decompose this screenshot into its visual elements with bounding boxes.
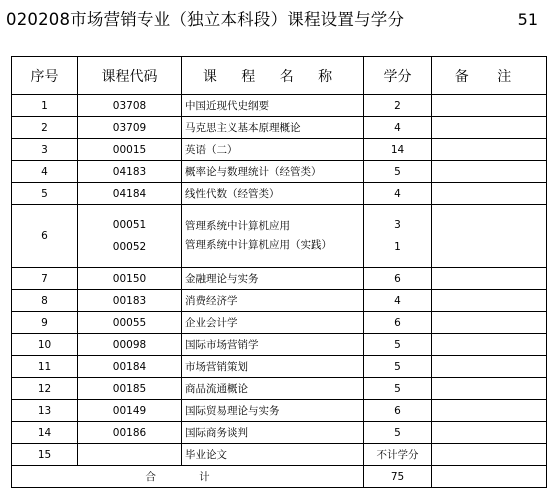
row-no: 13 (12, 400, 78, 422)
row-no: 1 (12, 95, 78, 117)
row-code: 03708 (78, 95, 182, 117)
table-row (12, 312, 547, 334)
row-notes (432, 183, 547, 205)
row-notes (432, 139, 547, 161)
row-no: 10 (12, 334, 78, 356)
row-code: 03709 (78, 117, 182, 139)
row-name: 市场营销策划 (182, 356, 364, 378)
table-row (12, 444, 547, 466)
table-row (12, 139, 547, 161)
row-code: 00183 (78, 290, 182, 312)
row-name: 毕业论文 (182, 444, 364, 466)
row-no: 4 (12, 161, 78, 183)
header-no: 序号 (12, 57, 78, 95)
row-notes (432, 95, 547, 117)
row-name: 国际市场营销学 (182, 334, 364, 356)
row-code (78, 205, 182, 268)
row-credits: 6 (364, 312, 432, 334)
row-notes (432, 161, 547, 183)
row-code-b: 00052 (112, 241, 147, 253)
table-row (12, 95, 547, 117)
page-number: 51 (517, 10, 538, 29)
table-row (12, 183, 547, 205)
row-name: 企业会计学 (182, 312, 364, 334)
row-notes (432, 356, 547, 378)
total-credits: 75 (364, 466, 432, 488)
row-credits (364, 205, 432, 268)
row-notes (432, 378, 547, 400)
row-code-a: 00051 (112, 219, 147, 231)
row-name: 商品流通概论 (182, 378, 364, 400)
row-no: 2 (12, 117, 78, 139)
row-notes (432, 268, 547, 290)
total-notes (432, 466, 547, 488)
table-row (12, 356, 547, 378)
row-name: 金融理论与实务 (182, 268, 364, 290)
row-code: 04184 (78, 183, 182, 205)
row-code: 00149 (78, 400, 182, 422)
row-credits-b: 1 (394, 241, 401, 253)
row-credits: 14 (364, 139, 432, 161)
row-name (182, 205, 364, 268)
table-row (12, 334, 547, 356)
row-notes (432, 205, 547, 268)
row-no: 14 (12, 422, 78, 444)
row-credits: 4 (364, 117, 432, 139)
row-credits: 5 (364, 334, 432, 356)
row-no: 15 (12, 444, 78, 466)
page-header (6, 8, 554, 32)
row-credits: 5 (364, 161, 432, 183)
row-no: 6 (12, 205, 78, 268)
row-credits: 6 (364, 268, 432, 290)
row-credits: 5 (364, 378, 432, 400)
row-name: 消费经济学 (182, 290, 364, 312)
row-code: 00150 (78, 268, 182, 290)
row-notes (432, 290, 547, 312)
table-row (12, 290, 547, 312)
row-no: 9 (12, 312, 78, 334)
row-notes (432, 117, 547, 139)
row-code: 00055 (78, 312, 182, 334)
header-code: 课程代码 (78, 57, 182, 95)
course-table (11, 56, 547, 488)
row-name-a: 管理系统中计算机应用 (185, 220, 290, 232)
table-row (12, 378, 547, 400)
row-no: 3 (12, 139, 78, 161)
header-name: 课 程 名 称 (182, 57, 364, 95)
table-row (12, 268, 547, 290)
table-row (12, 161, 547, 183)
row-name: 国际商务谈判 (182, 422, 364, 444)
row-no: 5 (12, 183, 78, 205)
total-label: 合 计 (12, 466, 364, 488)
row-credits: 不计学分 (364, 444, 432, 466)
table-row (12, 205, 547, 268)
row-code: 00184 (78, 356, 182, 378)
row-credits: 5 (364, 356, 432, 378)
row-code: 00015 (78, 139, 182, 161)
row-name: 线性代数（经管类） (182, 183, 364, 205)
row-notes (432, 400, 547, 422)
row-no: 12 (12, 378, 78, 400)
row-credits: 5 (364, 422, 432, 444)
row-credits-a: 3 (394, 219, 401, 231)
row-name: 国际贸易理论与实务 (182, 400, 364, 422)
row-no: 8 (12, 290, 78, 312)
row-notes (432, 444, 547, 466)
header-credits: 学分 (364, 57, 432, 95)
row-code: 04183 (78, 161, 182, 183)
row-name: 中国近现代史纲要 (182, 95, 364, 117)
total-row (12, 466, 547, 488)
row-name-b: 管理系统中计算机应用（实践） (185, 239, 332, 251)
row-code: 00185 (78, 378, 182, 400)
row-name: 马克思主义基本原理概论 (182, 117, 364, 139)
table-row (12, 400, 547, 422)
row-credits: 4 (364, 183, 432, 205)
header-notes: 备 注 (432, 57, 547, 95)
row-name: 英语（二） (182, 139, 364, 161)
row-notes (432, 312, 547, 334)
row-no: 11 (12, 356, 78, 378)
table-row (12, 422, 547, 444)
row-code: 00098 (78, 334, 182, 356)
row-name: 概率论与数理统计（经管类） (182, 161, 364, 183)
row-credits: 6 (364, 400, 432, 422)
row-notes (432, 334, 547, 356)
row-code (78, 444, 182, 466)
row-no: 7 (12, 268, 78, 290)
row-notes (432, 422, 547, 444)
row-credits: 2 (364, 95, 432, 117)
header-row (12, 57, 547, 95)
page-title: 020208市场营销专业（独立本科段）课程设置与学分 (6, 10, 405, 29)
row-credits: 4 (364, 290, 432, 312)
row-code: 00186 (78, 422, 182, 444)
table-row (12, 117, 547, 139)
